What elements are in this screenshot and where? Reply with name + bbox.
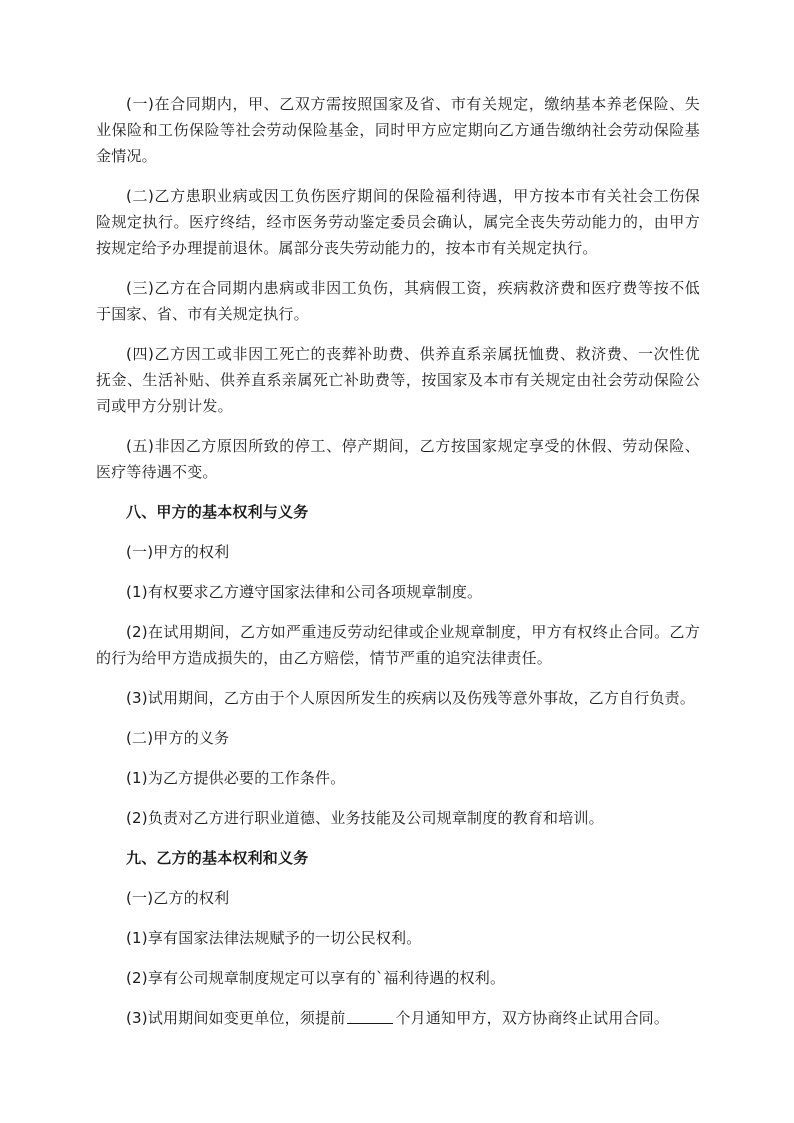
paragraph-b-right-3-end: 个月通知甲方，双方协商终止试用合同。 xyxy=(395,1009,670,1027)
paragraph-occupational-disease: (二)乙方患职业病或因工负伤医疗期间的保险福利待遇，甲方按本市有关社会工伤保险规定执行。医疗终结，经市医务劳动鉴定委员会确认，属完全丧失劳动能力的，由甲方按规定给予办理提前退休。属部分丧失劳动能力的，按本市有关规定执行。 xyxy=(96,187,700,257)
paragraph-a-right-1: (1)有权要求乙方遵守国家法律和公司各项规章制度。 xyxy=(126,583,483,601)
paragraph-a-duty-1: (1)为乙方提供必要的工作条件。 xyxy=(126,769,346,787)
paragraph-sick-leave: (三)乙方在合同期内患病或非因工负伤，其病假工资，疾病救济费和医疗费等按不低于国家、省、市有关规定执行。 xyxy=(96,279,700,323)
paragraph-a-right-3: (3)试用期间，乙方由于个人原因所发生的疾病以及伤残等意外事故，乙方自行负责。 xyxy=(126,689,696,707)
section-heading-party-a: 八、甲方的基本权利与义务 xyxy=(126,503,309,521)
paragraph-a-right-2: (2)在试用期间，乙方如严重违反劳动纪律或企业规章制度，甲方有权终止合同。乙方的行为给甲方造成损失的，由乙方赔偿，情节严重的追究法律责任。 xyxy=(96,623,700,667)
paragraph-a-duty-2: (2)负责对乙方进行职业道德、业务技能及公司规章制度的教育和培训。 xyxy=(126,809,604,827)
document-page xyxy=(96,91,700,1045)
subheading-party-a-duties: (二)甲方的义务 xyxy=(126,729,230,747)
paragraph-death-benefits: (四)乙方因工或非因工死亡的丧葬补助费、供养直系亲属抚恤费、救济费、一次性优抚金、生活补贴、供养直系亲属死亡补助费等，按国家及本市有关规定由社会劳动保险公司或甲方分别计发。 xyxy=(96,345,700,415)
paragraph-b-right-2: (2)享有公司规章制度规定可以享有的`福利待遇的权利。 xyxy=(126,969,506,987)
fill-in-blank[interactable] xyxy=(347,1009,393,1024)
paragraph-work-stoppage: (五)非因乙方原因所致的停工、停产期间，乙方按国家规定享受的休假、劳动保险、医疗等待遇不变。 xyxy=(96,437,700,481)
section-heading-party-b: 九、乙方的基本权利和义务 xyxy=(126,849,309,867)
subheading-party-b-rights: (一)乙方的权利 xyxy=(126,889,230,907)
paragraph-insurance-fund: (一)在合同期内，甲、乙双方需按照国家及省、市有关规定，缴纳基本养老保险、失业保险和工伤保险等社会劳动保险基金，同时甲方应定期向乙方通告缴纳社会劳动保险基金情况。 xyxy=(96,95,700,165)
subheading-party-a-rights: (一)甲方的权利 xyxy=(126,543,230,561)
paragraph-b-right-3 xyxy=(96,1005,700,1031)
paragraph-b-right-3-start: (3)试用期间如变更单位，须提前 xyxy=(126,1009,346,1027)
paragraph-b-right-1: (1)享有国家法律法规赋予的一切公民权利。 xyxy=(126,929,422,947)
